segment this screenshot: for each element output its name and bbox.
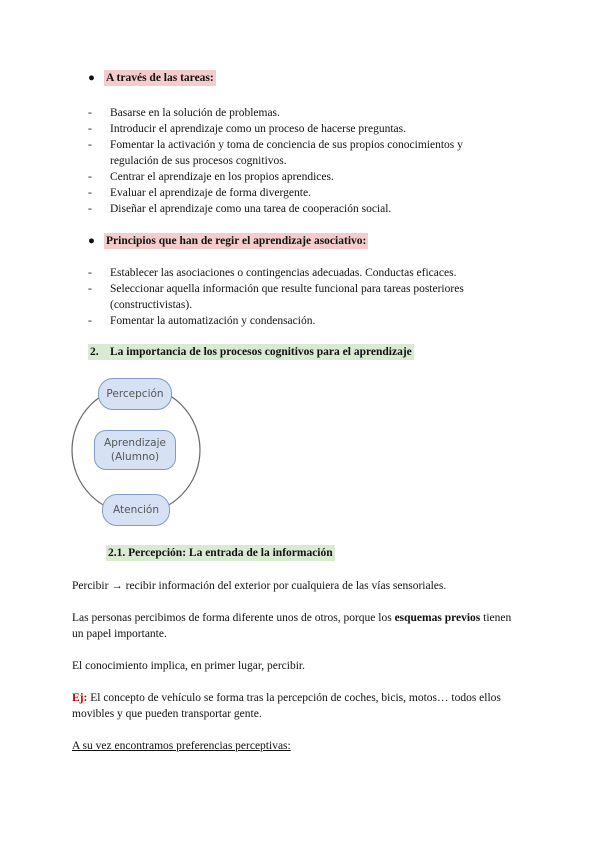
heading-section-2 [88, 344, 414, 360]
list-principios [88, 265, 508, 329]
section-2-title: La importancia de los procesos cognitivos para el aprendizaje [110, 346, 412, 358]
bold-esquemas-previos: esquemas previos [394, 612, 481, 624]
diagram-node-aprendizaje-line1: Aprendizaje [104, 437, 166, 449]
list-item: - Centrar el aprendizaje en los propios aprendices. [88, 171, 334, 183]
list-item: - Establecer las asociaciones o contingencias adecuadas. Conductas eficaces. [88, 267, 457, 279]
heading-principios-text: Principios que han de regir el aprendizaje asociativo: [106, 235, 367, 247]
list-item: - Basarse en la solución de problemas. [88, 107, 280, 119]
heading-tareas [88, 70, 216, 86]
paragraph-preferencias: A su vez encontramos preferencias perceptivas: [72, 740, 291, 752]
list-item: - Seleccionar aquella información que resulte funcional para tareas posteriores (constructivistas). [88, 283, 464, 311]
list-item: - Introducir el aprendizaje como un proceso de hacerse preguntas. [88, 123, 406, 135]
list-tareas [88, 105, 508, 217]
bullet-icon: ● [88, 72, 95, 84]
diagram-node-atencion: Atención [102, 494, 170, 526]
diagram-node-percepcion: Percepción [98, 378, 172, 410]
heading-section-2-1: 2.1. Percepción: La entrada de la información [108, 547, 333, 559]
example-label: Ej: [72, 692, 88, 704]
diagram-node-aprendizaje [94, 430, 176, 470]
list-item: - Fomentar la activación y toma de conciencia de sus propios conocimientos y regulación de sus procesos cognitivos. [88, 139, 463, 167]
paragraph-percibir: Percibir → recibir información del exterior por cualquiera de las vías sensoriales. [72, 580, 447, 592]
paragraph-conocimiento: El conocimiento implica, en primer lugar, percibir. [72, 660, 305, 672]
list-item: - Evaluar el aprendizaje de forma divergente. [88, 187, 311, 199]
bullet-icon: ● [88, 235, 95, 247]
section-2-number: 2. [90, 346, 99, 358]
list-item: - Diseñar el aprendizaje como una tarea de cooperación social. [88, 203, 392, 215]
heading-principios [88, 233, 368, 249]
cycle-diagram [60, 370, 220, 535]
list-item: - Fomentar la automatización y condensación. [88, 315, 316, 327]
paragraph-esquemas: Las personas percibimos de forma diferente unos de otros, porque los esquemas previos tienen un papel importante. [72, 612, 512, 640]
heading-tareas-text: A través de las tareas: [106, 72, 214, 84]
paragraph-ejemplo: Ej: El concepto de vehículo se forma tras la percepción de coches, bicis, motos… todos ellos movibles y que pueden transportar gente. [72, 692, 501, 720]
diagram-node-aprendizaje-line2: (Alumno) [110, 451, 160, 463]
